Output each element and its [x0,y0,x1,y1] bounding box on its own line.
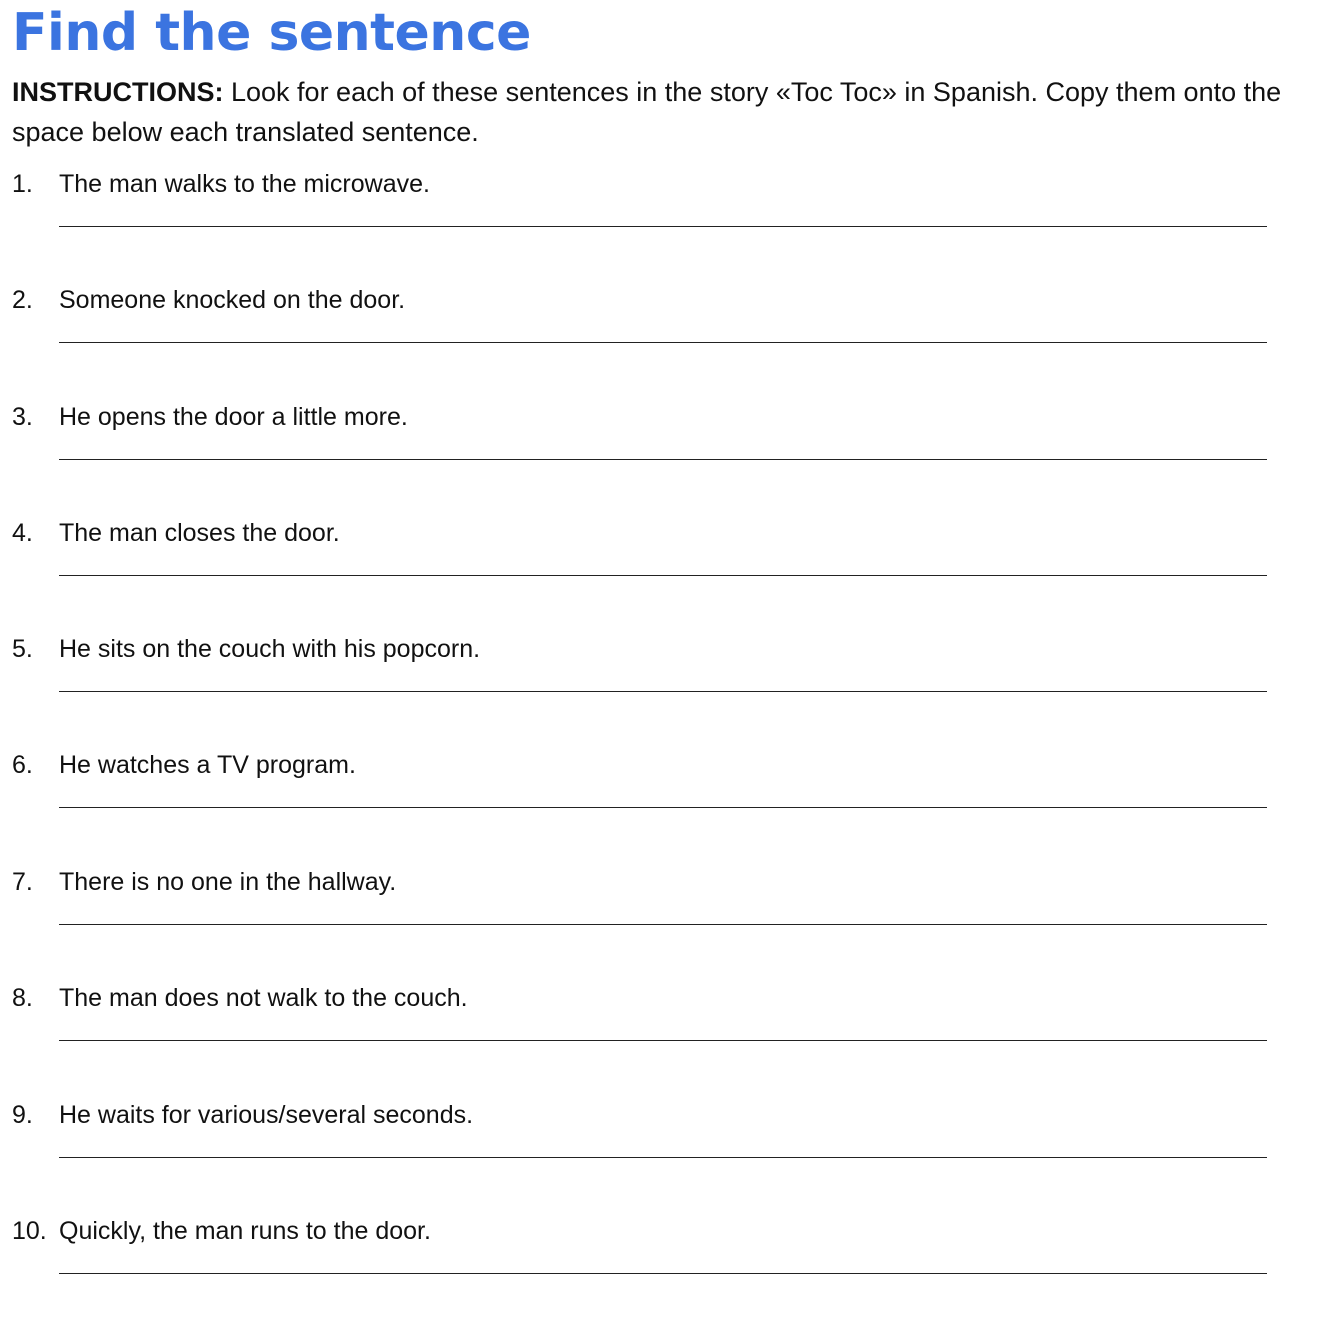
answer-line[interactable] [59,575,1267,576]
page-title: Find the sentence [12,3,531,63]
answer-line[interactable] [59,1273,1267,1274]
item-number: 1. [12,170,33,198]
item-number: 8. [12,984,33,1012]
list-item [0,282,1320,398]
answer-line[interactable] [59,1157,1267,1158]
item-sentence: Quickly, the man runs to the door. [59,1217,431,1245]
item-sentence: The man closes the door. [59,519,340,547]
instructions-label: INSTRUCTIONS: [12,77,224,107]
item-sentence: The man does not walk to the couch. [59,984,468,1012]
item-number: 9. [12,1101,33,1129]
list-item [0,631,1320,747]
list-item [0,1213,1320,1329]
answer-line[interactable] [59,342,1267,343]
item-number: 2. [12,286,33,314]
list-item [0,399,1320,515]
list-item [0,747,1320,863]
answer-line[interactable] [59,924,1267,925]
item-number: 10. [12,1217,47,1245]
item-number: 5. [12,635,33,663]
item-sentence: There is no one in the hallway. [59,868,397,896]
instructions-text: Look for each of these sentences in the story «Toc Toc» in Spanish. Copy them onto the space below each translated sentence. [12,77,1282,147]
item-sentence: The man walks to the microwave. [59,170,430,198]
answer-line[interactable] [59,691,1267,692]
answer-line[interactable] [59,459,1267,460]
item-number: 3. [12,403,33,431]
item-number: 7. [12,868,33,896]
item-sentence: Someone knocked on the door. [59,286,406,314]
item-sentence: He opens the door a little more. [59,403,408,431]
answer-line[interactable] [59,807,1267,808]
item-sentence: He sits on the couch with his popcorn. [59,635,481,663]
item-number: 6. [12,751,33,779]
list-item [0,864,1320,980]
answer-line[interactable] [59,1040,1267,1041]
list-item [0,980,1320,1096]
list-item [0,515,1320,631]
list-item [0,166,1320,282]
answer-line[interactable] [59,226,1267,227]
item-sentence: He waits for various/several seconds. [59,1101,474,1129]
item-sentence: He watches a TV program. [59,751,356,779]
list-item [0,1097,1320,1213]
item-number: 4. [12,519,33,547]
